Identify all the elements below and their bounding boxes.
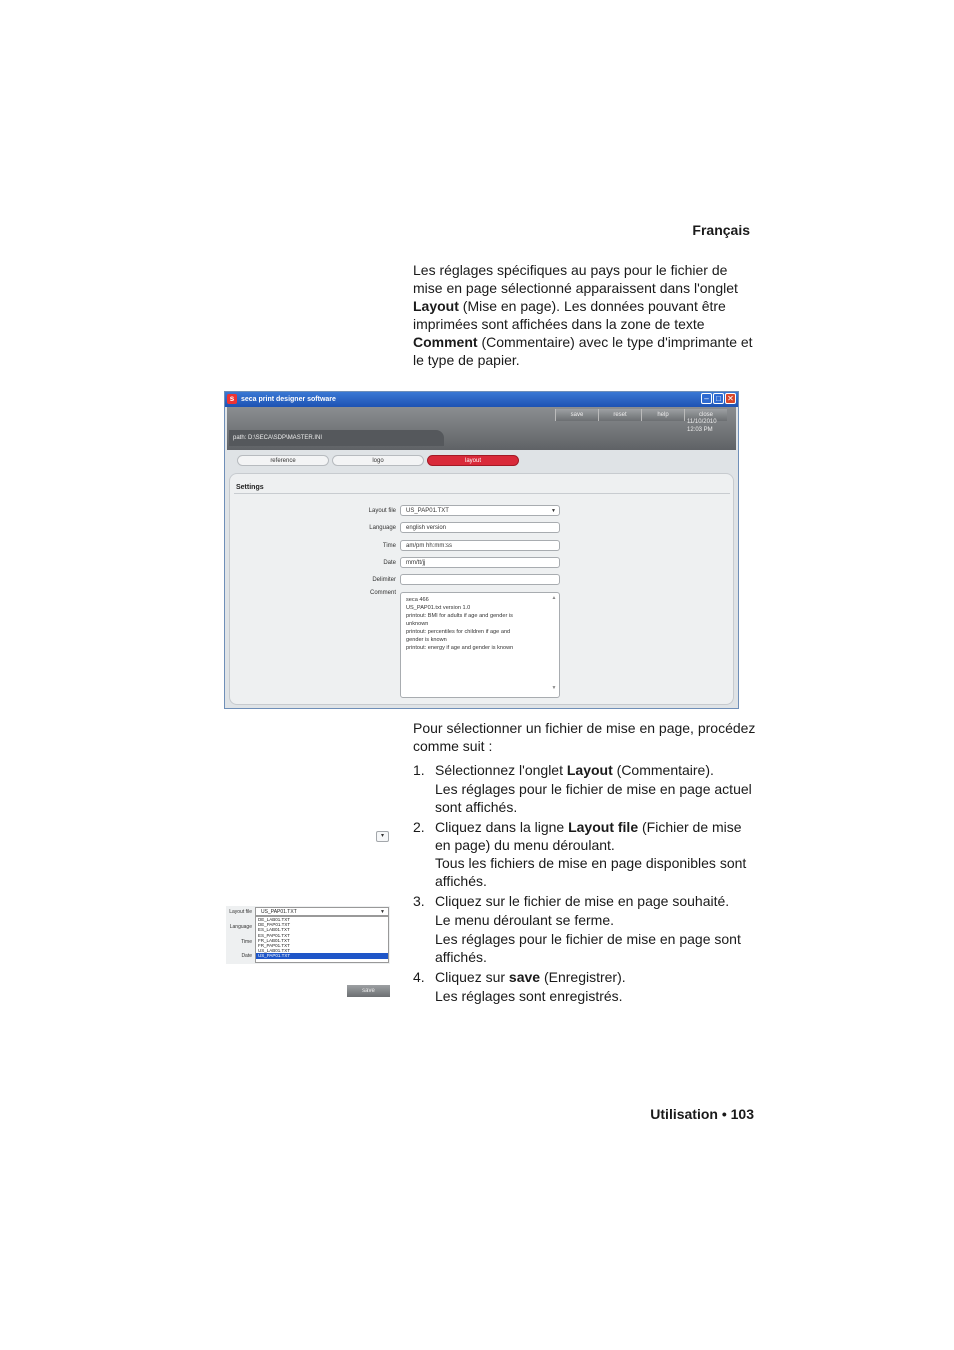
step-3-result-2: Les réglages pour le fichier de mise en page sont affichés. [435,931,741,965]
dropdown-option[interactable]: ES_LAB01.TXT [258,927,290,933]
step-1-text: Sélectionnez l'onglet Layout (Commentaire). [435,762,714,778]
reset-button[interactable]: reset [598,409,641,421]
date-label: Date [383,560,396,566]
delimiter-field[interactable] [400,574,560,585]
time-label: Time [382,543,396,549]
language-field[interactable]: english version [400,522,560,533]
comment-scrollbar[interactable]: ▲ ▼ [551,595,557,691]
settings-panel [229,473,734,705]
time-display: 12:03 PM [687,427,713,433]
dropdown-options-list [255,916,389,963]
instructions-intro: Pour sélectionner un fichier de mise en page, procédez comme suit : [413,720,756,754]
step-1-result: Les réglages pour le fichier de mise en page actuel sont affichés. [435,781,752,815]
comment-textarea[interactable] [400,592,560,698]
intro-paragraph: Les réglages spécifiques au pays pour le fichier de mise en page sélectionné apparaissent dans l'onglet Layout (Mise en page). Les données pouvant être imprimées sont affichées dans la zone de texte Comment (Commentaire) avec le type d'imprimante et le type de papier. [413,262,753,368]
dropdown-option[interactable]: ES_PAP01.TXT [258,932,290,938]
step-2-result: Tous les fichiers de mise en page disponibles sont affichés. [435,855,747,889]
step-3-result-1: Le menu déroulant se ferme. [435,912,614,928]
divider [234,493,730,494]
layout-file-dropdown[interactable]: US_PAP01.TXT ▼ [255,907,389,916]
dropdown-option[interactable]: FR_LAB01.TXT [258,937,290,943]
app-header [227,407,736,450]
tab-layout[interactable]: layout [427,455,519,466]
layout-file-label: Layout file [368,508,396,514]
maximize-icon[interactable]: □ [713,393,724,404]
datetime-display [687,418,717,434]
comment-line: printout: energy if age and gender is known [406,645,514,651]
dropdown-option[interactable]: FR_PAP01.TXT [258,942,290,948]
comment-line: unknown [406,621,429,627]
time-label: Time [241,939,252,945]
delimiter-label: Delimiter [372,577,396,583]
tab-reference[interactable]: reference [237,455,329,466]
dropdown-list-screenshot [226,906,390,964]
step-4-text: Cliquez sur save (Enregistrer). [435,969,626,985]
dropdown-option[interactable]: US_LAB01.TXT [258,948,291,954]
comment-line: printout: BMI for adults if age and gender is [406,613,513,619]
term-comment: Comment [413,334,478,350]
date-label: Date [241,953,252,959]
dropdown-option[interactable]: DE_PAP01.TXT [258,922,291,928]
step-number: 1. [413,762,425,778]
language-header: Français [692,222,750,238]
comment-line: seca 466 [406,597,429,603]
chevron-down-icon[interactable]: ▼ [380,909,385,915]
chevron-down-icon: ▾ [380,833,384,839]
window-titlebar [225,392,738,407]
save-button-illustration: save [347,985,390,997]
comment-line: printout: percentiles for children if age and [406,629,511,635]
page-footer: Utilisation • 103 [650,1106,754,1122]
save-button[interactable]: save [555,409,598,421]
minimize-icon[interactable]: – [701,393,712,404]
time-format-field[interactable]: am/pm hh:mm:ss [400,540,560,551]
step-2-text: Cliquez dans la ligne Layout file (Fichier de mise en page) du menu déroulant. [435,819,742,853]
step-number: 4. [413,969,425,985]
step-number: 2. [413,819,425,835]
help-button[interactable]: help [641,409,684,421]
step-number: 3. [413,893,425,909]
language-label: Language [369,525,396,531]
date-format-field[interactable]: mm/tt/jj [400,557,560,568]
dropdown-option-selected[interactable]: US_PAP01.TXT [256,953,388,958]
tab-logo[interactable]: logo [332,455,424,466]
language-label: Language [229,924,252,930]
step-4-result: Les réglages sont enregistrés. [435,988,623,1004]
close-button[interactable]: close [684,409,727,421]
close-icon[interactable]: ✕ [725,393,736,404]
dropdown-option[interactable]: DE_LAB01.TXT [258,917,291,922]
term-layout: Layout [413,298,459,314]
comment-line: gender is known [406,637,447,643]
layout-file-dropdown[interactable]: US_PAP01.TXT ▼ [400,505,560,516]
seca-app-icon: s [227,394,237,404]
step-3-text: Cliquez sur le fichier de mise en page souhaité. [435,893,730,909]
dropdown-arrow-illustration [376,831,389,842]
layout-file-label: Layout file [229,909,252,915]
settings-title: Settings [236,484,264,491]
date-display: 11/10/2010 [687,419,717,425]
chevron-down-icon[interactable]: ▼ [551,508,556,514]
app-window-screenshot [224,391,739,709]
comment-line: US_PAP01.txt version 1.0 [406,605,471,611]
comment-label: Comment [369,590,396,596]
path-bar: path: D:\SECA\SDP\MASTER.INI [229,430,444,446]
window-title: seca print designer software [241,396,336,403]
